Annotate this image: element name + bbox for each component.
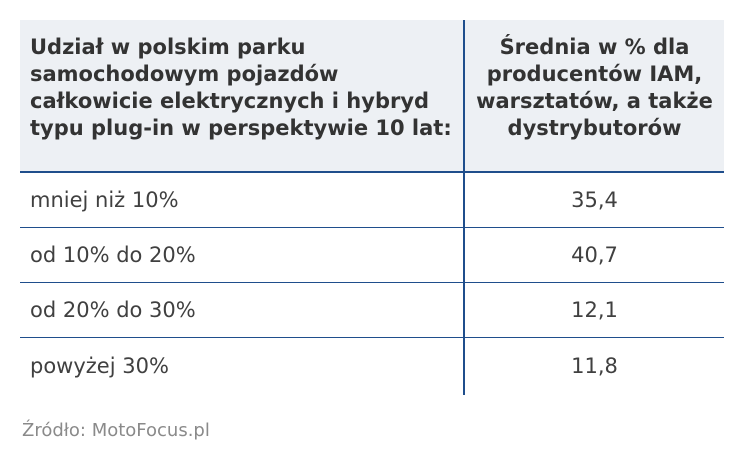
table-header-row bbox=[20, 20, 724, 172]
table-row bbox=[20, 227, 724, 282]
row-label: powyżej 30% bbox=[20, 337, 464, 395]
row-label: mniej niż 10% bbox=[20, 172, 464, 227]
row-value: 35,4 bbox=[571, 187, 618, 212]
header-line: całkowicie elektrycznych i hybryd bbox=[30, 89, 430, 113]
column-header-average bbox=[464, 20, 724, 172]
row-value: 40,7 bbox=[571, 242, 618, 267]
data-table bbox=[20, 20, 724, 395]
row-value: 12,1 bbox=[571, 297, 618, 322]
header-line: Udział w polskim parku bbox=[30, 35, 306, 59]
column-header-share bbox=[20, 20, 464, 172]
row-label: od 10% do 20% bbox=[20, 227, 464, 282]
source-note: Źródło: MotoFocus.pl bbox=[22, 420, 210, 441]
table-row bbox=[20, 337, 724, 395]
table-row bbox=[20, 282, 724, 337]
header-line: Średnia w % dla bbox=[499, 35, 690, 59]
header-line: dystrybutorów bbox=[507, 116, 682, 140]
data-table-container bbox=[20, 20, 724, 395]
header-line: warsztatów, a także bbox=[476, 89, 713, 113]
table-row bbox=[20, 172, 724, 227]
row-value: 11,8 bbox=[571, 354, 618, 379]
header-line: typu plug-in w perspektywie 10 lat: bbox=[30, 116, 452, 140]
header-line: producentów IAM, bbox=[486, 62, 703, 86]
header-line: samochodowym pojazdów bbox=[30, 62, 339, 86]
row-label: od 20% do 30% bbox=[20, 282, 464, 337]
